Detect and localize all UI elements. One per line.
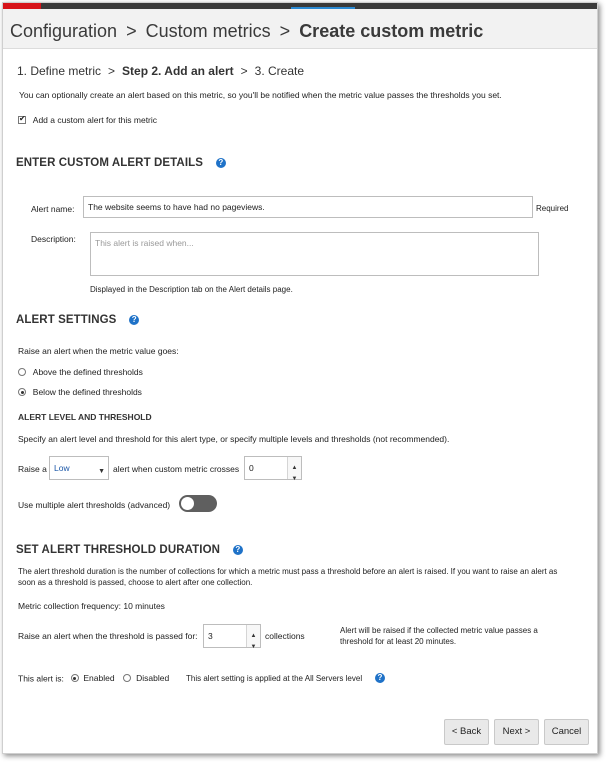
option-below-row[interactable] — [18, 387, 142, 398]
below-radio[interactable] — [18, 388, 26, 396]
help-icon[interactable]: ? — [216, 158, 226, 168]
alert-status-label: This alert is: — [18, 673, 64, 684]
level-heading: ALERT LEVEL AND THRESHOLD — [18, 412, 152, 422]
passed-for-label: Raise an alert when the threshold is passed for: — [18, 631, 198, 641]
title-bar — [3, 9, 597, 49]
enabled-label: Enabled — [83, 673, 115, 684]
collections-value: 3 — [208, 631, 213, 641]
breadcrumb-separator: > — [279, 21, 291, 41]
alert-level-select[interactable] — [49, 456, 109, 480]
alert-level-note: This alert setting is applied at the All Servers level — [186, 673, 363, 683]
cancel-button[interactable]: Cancel — [544, 719, 589, 745]
details-heading-row — [16, 157, 226, 169]
level-description: Specify an alert level and threshold for this alert type, or specify multiple levels and thresholds (not recommended). — [18, 434, 450, 444]
duration-note — [340, 625, 538, 647]
raise-when-text: Raise an alert when the metric value goes: — [18, 346, 179, 356]
dialog-window — [2, 2, 598, 754]
below-label: Below the defined thresholds — [32, 387, 142, 398]
duration-note-line: threshold for at least 20 minutes. — [340, 637, 457, 646]
duration-heading: SET ALERT THRESHOLD DURATION — [16, 544, 221, 556]
add-alert-label: Add a custom alert for this metric — [32, 115, 158, 126]
crosses-label: alert when custom metric crosses — [113, 464, 240, 474]
duration-heading-row — [16, 544, 243, 556]
duration-desc-line: The alert threshold duration is the number of collections for which a metric must pass a threshold before an alert is raised. If you want to raise an alert as — [18, 567, 558, 576]
collections-stepper[interactable] — [203, 624, 261, 648]
intro-text: You can optionally create an alert based on this metric, so you'll be notified when the metric value passes the thresholds you set. — [19, 90, 502, 100]
collections-stepper-buttons — [246, 625, 260, 650]
description-textarea[interactable] — [90, 232, 539, 276]
toggle-knob — [181, 497, 194, 510]
details-heading: ENTER CUSTOM ALERT DETAILS — [16, 157, 204, 169]
raise-a-label: Raise a — [18, 464, 47, 474]
footer-bar — [3, 719, 597, 754]
help-icon[interactable]: ? — [129, 315, 139, 325]
description-label: Description: — [31, 234, 76, 244]
above-label: Above the defined thresholds — [32, 367, 143, 378]
duration-description — [18, 566, 557, 588]
disabled-label: Disabled — [136, 673, 170, 684]
alert-status-row — [18, 673, 385, 684]
description-placeholder: This alert is raised when... — [95, 238, 194, 248]
enabled-radio[interactable] — [71, 674, 79, 682]
step-arrow: > — [108, 64, 116, 78]
collection-frequency: Metric collection frequency: 10 minutes — [18, 601, 165, 611]
wizard-steps — [17, 64, 304, 78]
increment-icon[interactable]: ▲ — [250, 633, 257, 639]
increment-icon[interactable]: ▲ — [291, 465, 298, 471]
required-label: Required — [536, 204, 569, 213]
help-icon[interactable]: ? — [375, 673, 385, 683]
decrement-icon[interactable]: ▼ — [250, 644, 257, 650]
breadcrumb — [10, 21, 483, 42]
chevron-down-icon: ▼ — [98, 468, 105, 475]
option-above-row[interactable] — [18, 367, 143, 378]
above-radio[interactable] — [18, 368, 26, 376]
page-title: Create custom metric — [299, 21, 484, 41]
alert-level-value: Low — [54, 463, 70, 473]
help-icon[interactable]: ? — [233, 545, 243, 555]
multiple-thresholds-toggle[interactable] — [179, 495, 217, 512]
alert-name-input[interactable]: The website seems to have had no pageviews. — [83, 196, 533, 218]
settings-heading-row — [16, 314, 139, 326]
add-alert-checkbox[interactable] — [18, 116, 26, 124]
decrement-icon[interactable]: ▼ — [291, 476, 298, 482]
step-create: 3. Create — [254, 64, 305, 78]
description-hint: Displayed in the Description tab on the Alert details page. — [90, 285, 293, 294]
breadcrumb-configuration[interactable]: Configuration — [10, 21, 118, 41]
step-define-metric: 1. Define metric — [17, 64, 102, 78]
alert-name-label: Alert name: — [31, 204, 75, 214]
collections-label: collections — [265, 631, 305, 641]
multiple-thresholds-label: Use multiple alert thresholds (advanced) — [18, 500, 171, 510]
duration-note-line: Alert will be raised if the collected metric value passes a — [340, 626, 538, 635]
settings-heading: ALERT SETTINGS — [16, 314, 117, 326]
step-arrow: > — [240, 64, 248, 78]
threshold-stepper-buttons — [287, 457, 301, 482]
breadcrumb-separator: > — [126, 21, 137, 41]
next-button[interactable]: Next > — [494, 719, 539, 745]
disabled-radio[interactable] — [123, 674, 131, 682]
threshold-stepper[interactable] — [244, 456, 302, 480]
back-button[interactable]: < Back — [444, 719, 489, 745]
threshold-value: 0 — [249, 463, 254, 473]
add-alert-row — [18, 115, 157, 126]
breadcrumb-custom-metrics[interactable]: Custom metrics — [145, 21, 271, 41]
step-add-alert: Step 2. Add an alert — [122, 64, 234, 78]
duration-desc-line: soon as a threshold is passed, choose to alert after one collection. — [18, 578, 253, 587]
